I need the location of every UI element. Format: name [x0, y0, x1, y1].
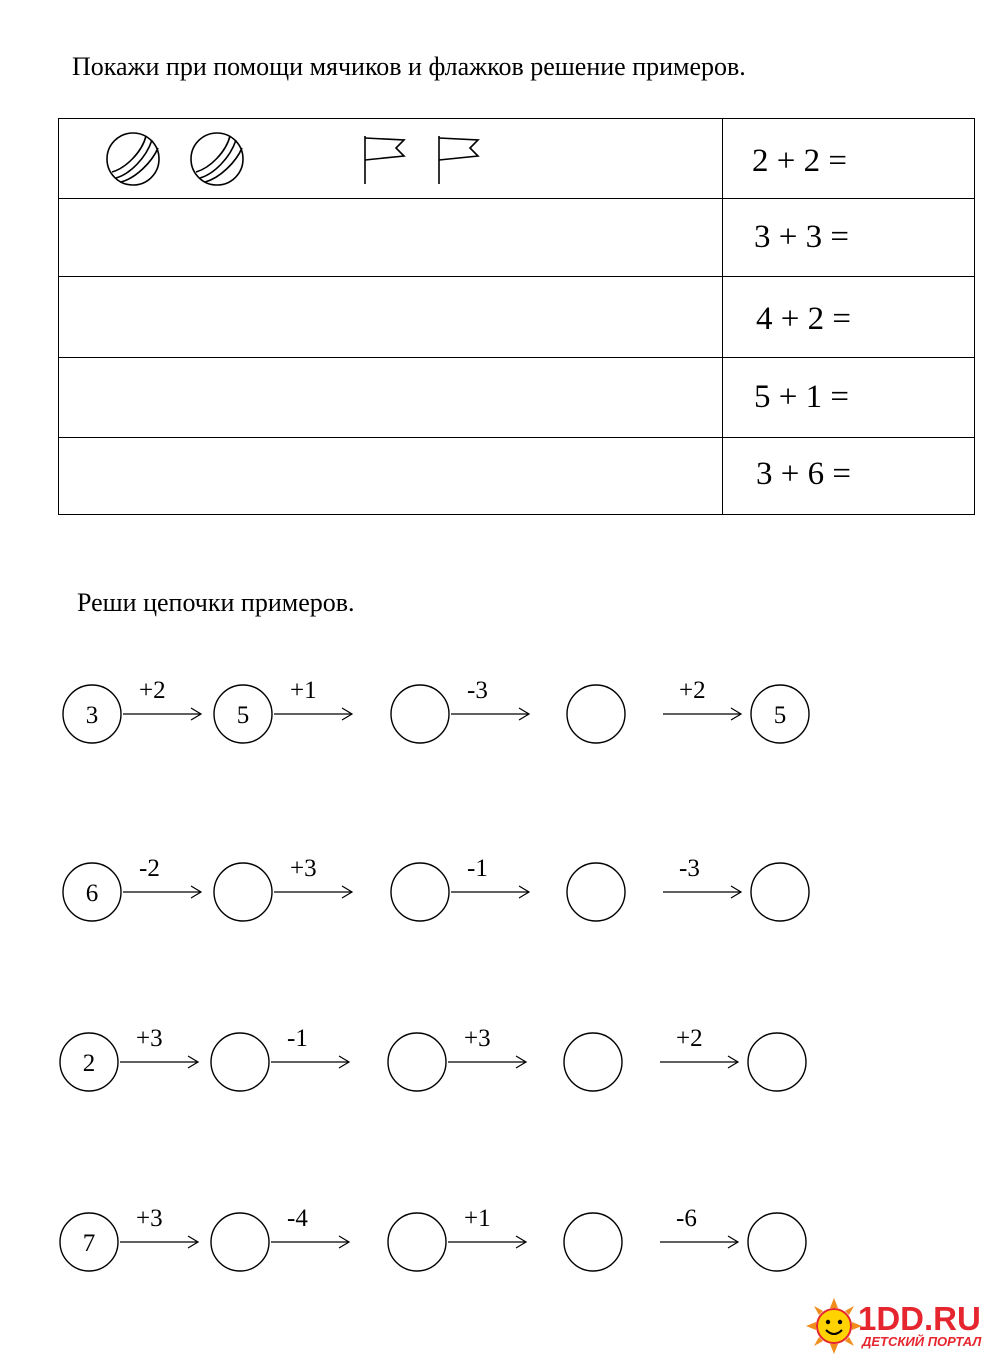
expression-row-2: 3 + 3 = — [754, 219, 849, 255]
expression-row-3: 4 + 2 = — [756, 301, 851, 337]
expression-row-5: 3 + 6 = — [756, 456, 851, 492]
chain-value: 7 — [82, 1230, 96, 1257]
chain-value: 5 — [236, 702, 250, 729]
chain-row — [63, 855, 809, 921]
chain-operation: -3 — [467, 677, 488, 704]
task2-title: Реши цепочки примеров. — [77, 588, 355, 617]
chain-operation: +2 — [676, 1025, 703, 1052]
chain-operation: +3 — [290, 855, 317, 882]
chain-circle — [564, 1213, 622, 1271]
chain-operation: -3 — [679, 855, 700, 882]
logo-subtitle: ДЕТСКИЙ ПОРТАЛ — [862, 1334, 982, 1349]
chain-circle — [564, 1033, 622, 1091]
chain-operation: +3 — [136, 1025, 163, 1052]
chain-circle — [391, 863, 449, 921]
chain-circle — [751, 863, 809, 921]
chain-circle — [388, 1033, 446, 1091]
logo-text: 1DD.RU — [858, 1300, 981, 1337]
chain-circle — [567, 685, 625, 743]
chain-circle — [391, 685, 449, 743]
chain-operation: +1 — [290, 677, 317, 704]
expression-row-1: 2 + 2 = — [752, 143, 847, 179]
chain-operation: +1 — [464, 1205, 491, 1232]
chain-circle — [748, 1033, 806, 1091]
chain-row — [63, 677, 809, 743]
chain-row — [60, 1205, 806, 1271]
site-logo — [806, 1302, 996, 1354]
chain-value: 5 — [773, 702, 787, 729]
task1-title: Покажи при помощи мячиков и флажков решение примеров. — [72, 52, 746, 81]
chain-operation: +2 — [139, 677, 166, 704]
chain-operation: +3 — [464, 1025, 491, 1052]
sun-icon — [806, 1298, 862, 1354]
chain-row — [60, 1025, 806, 1091]
chain-circle — [211, 1213, 269, 1271]
chain-operation: -4 — [287, 1205, 308, 1232]
chain-operation: -2 — [139, 855, 160, 882]
chain-circle — [567, 863, 625, 921]
chain-value: 6 — [85, 880, 99, 907]
chain-circle — [388, 1213, 446, 1271]
chain-circle — [214, 863, 272, 921]
chain-operation: +2 — [679, 677, 706, 704]
expression-row-4: 5 + 1 = — [754, 379, 849, 415]
chain-value: 3 — [85, 702, 99, 729]
chain-operation: -6 — [676, 1205, 697, 1232]
chain-operation: +3 — [136, 1205, 163, 1232]
chain-circle — [748, 1213, 806, 1271]
chain-circle — [211, 1033, 269, 1091]
chain-operation: -1 — [467, 855, 488, 882]
chain-value: 2 — [82, 1050, 96, 1077]
chain-operation: -1 — [287, 1025, 308, 1052]
